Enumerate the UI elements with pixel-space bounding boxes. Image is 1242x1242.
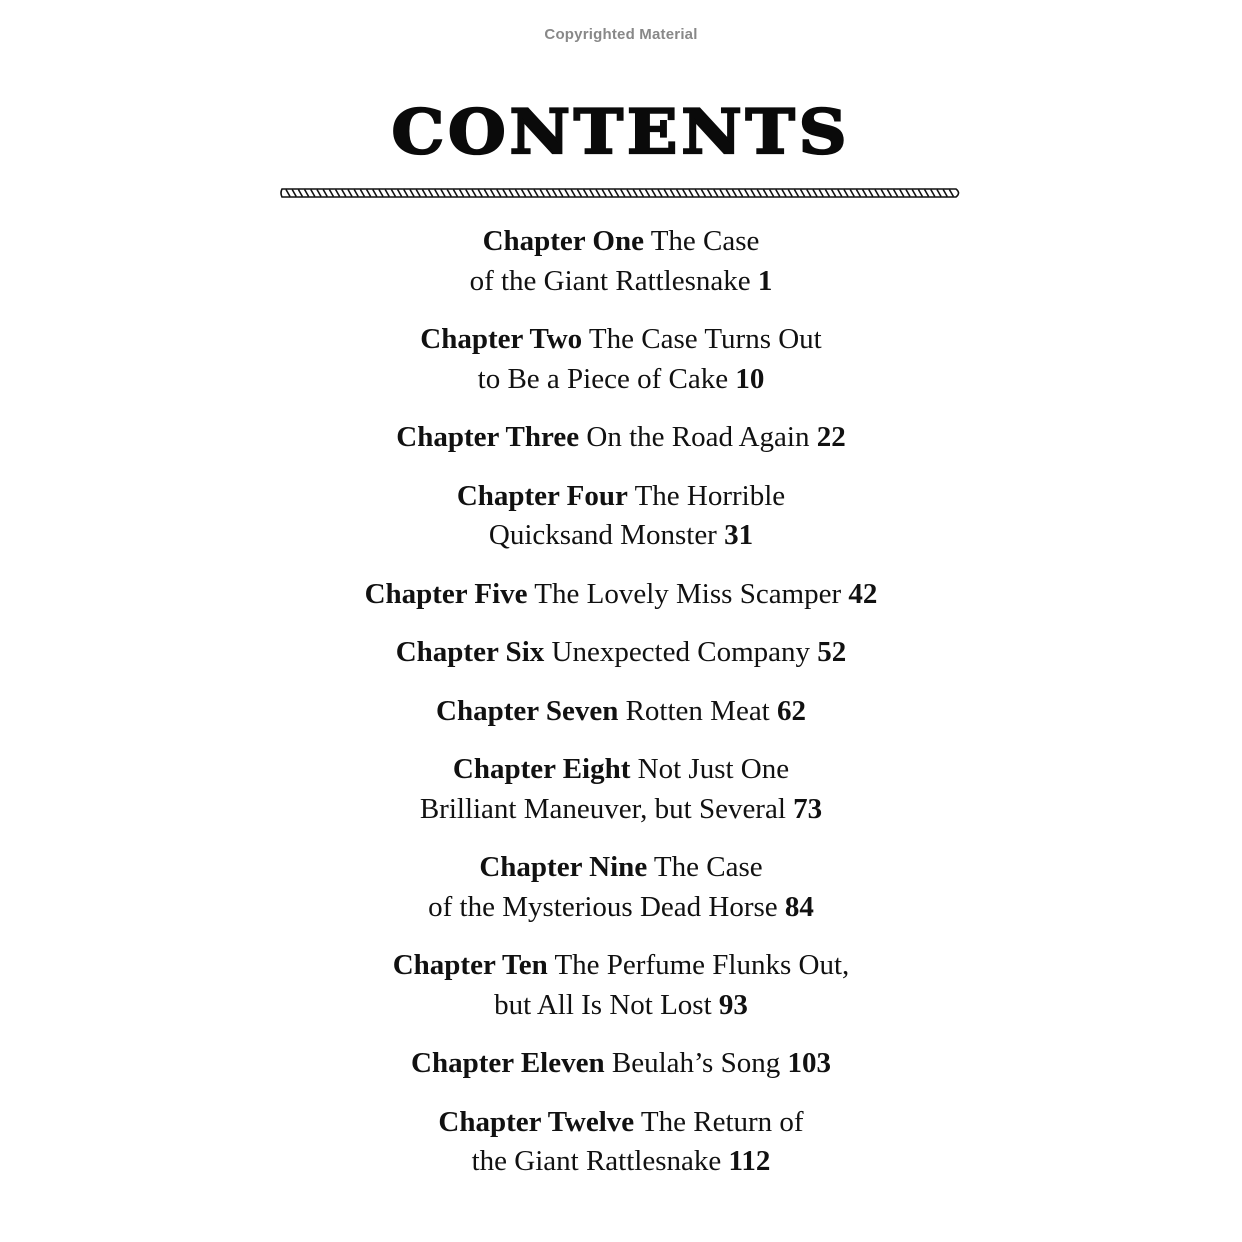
chapter-label: Chapter Eight	[452, 753, 631, 785]
chapter-title-line: Not Just One	[637, 753, 790, 785]
toc-entry	[221, 222, 1021, 301]
rope-divider	[280, 184, 962, 202]
chapter-title-line: the Giant Rattlesnake	[471, 1145, 722, 1177]
page-number: 93	[718, 988, 748, 1021]
chapter-label: Chapter Five	[364, 577, 528, 610]
toc-entry	[221, 750, 1021, 829]
page-number: 52	[817, 636, 847, 668]
page-number: 73	[793, 792, 823, 825]
page-number: 22	[816, 421, 846, 453]
page-number: 1	[757, 264, 773, 297]
toc-entry	[221, 418, 1021, 458]
toc-entry	[221, 633, 1021, 673]
chapter-title-line: The Case	[650, 225, 760, 257]
toc-entry	[221, 946, 1021, 1025]
page-title: CONTENTS	[391, 96, 851, 168]
chapter-title-line: Brilliant Maneuver, but Several	[419, 792, 786, 825]
chapter-title-line: The Case Turns Out	[588, 323, 822, 355]
toc-entry	[221, 575, 1021, 615]
chapter-title-line: Beulah’s Song	[611, 1047, 781, 1079]
chapter-title-line: On the Road Again	[586, 421, 810, 453]
toc-entry	[221, 848, 1021, 927]
chapter-label: Chapter Eleven	[411, 1047, 605, 1079]
page-number: 10	[735, 362, 765, 395]
chapter-label: Chapter Seven	[436, 694, 619, 727]
chapter-title-line: The Perfume Flunks Out,	[554, 949, 850, 981]
page-number: 42	[848, 577, 878, 610]
toc-entry	[221, 1103, 1021, 1182]
chapter-label: Chapter Six	[395, 636, 545, 668]
toc-entry	[221, 1044, 1021, 1084]
chapter-label: Chapter One	[482, 225, 644, 257]
chapter-label: Chapter Ten	[392, 949, 548, 981]
toc-entry	[221, 477, 1021, 556]
page-number: 31	[724, 519, 754, 551]
chapter-label: Chapter Two	[420, 323, 583, 355]
chapter-label: Chapter Nine	[479, 851, 648, 883]
chapter-label: Chapter Twelve	[438, 1105, 635, 1138]
chapter-label: Chapter Three	[396, 421, 580, 453]
chapter-title-line: Rotten Meat	[625, 694, 770, 727]
toc-entry	[221, 692, 1021, 732]
chapter-title-line: of the Giant Rattlesnake	[469, 264, 751, 297]
chapter-title-line: Quicksand Monster	[488, 519, 717, 551]
chapter-label: Chapter Four	[456, 479, 628, 512]
chapter-title-line: The Horrible	[634, 479, 786, 512]
page-number: 62	[777, 694, 806, 727]
chapter-title-line: to Be a Piece of Cake	[477, 362, 729, 395]
toc-entry	[221, 320, 1021, 399]
chapter-title-line: Unexpected Company	[551, 636, 811, 668]
table-of-contents	[221, 222, 1021, 1201]
copyright-watermark: Copyrighted Material	[544, 26, 698, 43]
chapter-title-line: The Case	[653, 851, 763, 883]
chapter-title-line: of the Mysterious Dead Horse	[428, 890, 778, 923]
page-number: 84	[784, 890, 814, 923]
chapter-title-line: The Return of	[640, 1105, 804, 1138]
chapter-title-line: but All Is Not Lost	[494, 988, 712, 1021]
page-number: 103	[787, 1047, 831, 1079]
page-number: 112	[728, 1145, 771, 1177]
chapter-title-line: The Lovely Miss Scamper	[534, 577, 842, 610]
